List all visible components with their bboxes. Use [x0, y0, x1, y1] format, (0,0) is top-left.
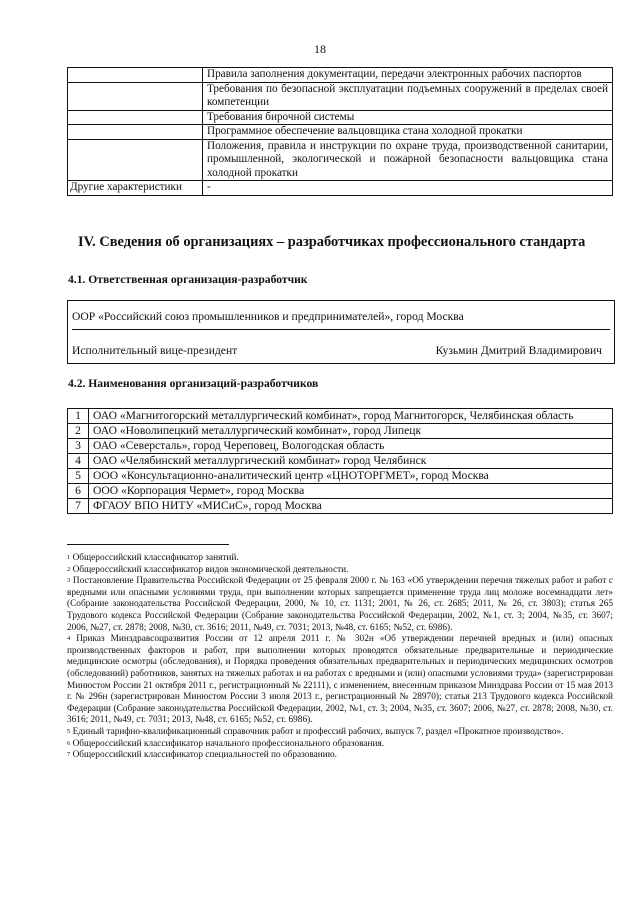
table-row	[68, 424, 613, 439]
row-number: 5	[68, 469, 89, 484]
row-label	[68, 110, 203, 125]
footnote	[67, 565, 613, 577]
row-text: Требования бирочной системы	[203, 110, 613, 125]
row-label	[68, 82, 203, 110]
page-number: 18	[314, 42, 326, 56]
row-text: Требования по безопасной эксплуатации подъемных сооружений в пределах своей компетенции	[203, 82, 613, 110]
table-row	[68, 110, 613, 125]
table-row	[68, 499, 613, 514]
footnote-text: Общероссийский классификатор начального профессионального образования.	[72, 738, 385, 749]
subsection-title-developers: 4.2. Наименования организаций-разработчиков	[68, 377, 319, 390]
table-row	[68, 82, 613, 110]
row-label	[68, 125, 203, 140]
footnote	[67, 739, 613, 751]
developers-table	[67, 408, 613, 514]
footnote-mark: 1	[67, 554, 71, 561]
table-row	[68, 484, 613, 499]
footnote-text: Общероссийский классификатор видов экономической деятельности.	[72, 564, 349, 575]
footnote-mark: 7	[67, 751, 71, 759]
footnotes	[67, 553, 613, 762]
footnote-mark: 5	[67, 727, 71, 735]
row-label	[68, 68, 203, 83]
row-label	[68, 139, 203, 181]
table-row	[68, 125, 613, 140]
footnote-separator	[67, 544, 229, 545]
table-row	[68, 409, 613, 424]
org-name: ОАО «Челябинский металлургический комбинат» город Челябинск	[89, 454, 613, 469]
org-name: ООО «Консультационно-аналитический центр «ЦНОТОРГМЕТ», город Москва	[89, 469, 613, 484]
subsection-title-responsible: 4.1. Ответственная организация-разработчик	[68, 273, 308, 286]
row-text: Положения, правила и инструкции по охране труда, производственной санитарии, промышленной, экологической и пожарной безопасности вальцовщика стана холодной прокатки	[203, 139, 613, 181]
characteristics-table	[67, 67, 613, 196]
responsible-position: Исполнительный вице-президент	[72, 344, 238, 357]
footnote-mark: 6	[67, 739, 71, 747]
footnote-text: Единый тарифно-квалификационный справочник работ и профессий рабочих, выпуск 7, раздел «Прокатное производство».	[72, 726, 564, 737]
org-name: ФГАОУ ВПО НИТУ «МИСиС», город Москва	[89, 499, 613, 514]
footnote-mark: 4	[67, 635, 71, 643]
footnote-text: Постановление Правительства Российской Федерации от 25 февраля 2000 г. № 163 «Об утверждении перечня тяжелых работ и работ с вредными или опасными условиями труда, при выполнении которых запрещается применение труда лиц моложе восемнадцати лет» (Собрание законодательства Российской Федерации, 2000, № 10, ст. 1131; 2001, № 26, ст. 2685; 2011, № 26, ст. 3803); статья 265 Трудового кодекса Российской Федерации (Собрание законодательства Российской Федерации, 2002, №1, ст. 3; 2004, №35, ст. 3607; 2006, №27, ст. 2878; 2008, №30, ст. 3616; 2011, №49, ст. 7031; 2013, №48, ст. 6165; №52, ст. 6986).	[67, 576, 613, 633]
org-name: ОАО «Северсталь», город Череповец, Вологодская область	[89, 439, 613, 454]
row-number: 3	[68, 439, 89, 454]
footnote	[67, 750, 613, 762]
responsible-person: Кузьмин Дмитрий Владимирович	[435, 344, 602, 357]
responsible-org-name: ООР «Российский союз промышленников и предпринимателей», город Москва	[72, 310, 610, 330]
responsible-org-box	[67, 300, 615, 364]
footnote-mark: 3	[67, 577, 71, 585]
footnote-text: Приказ Минздравсоцразвития России от 12 апреля 2011 г. № 302н «Об утверждении перечней вредных и (или) опасных производственных факторов и работ, при выполнении которых проводятся обязательные предварительные и периодические медицинские осмотры (обследования), и Порядка проведения обязательных предварительных и периодических медицинских осмотров (обследований) работников, занятых на тяжелых работах и на работах с вредными и (или) опасными условиями труда» (зарегистрирован Минюстом России 21 октября 2011 г., регистрационный № 22111), с изменением, внесенным приказом Минздрава России от 15 мая 2013 г. № 296н (зарегистрирован Минюстом России 3 июля 2013 г., регистрационный № 28970); статья 213 Трудового кодекса Российской Федерации (Собрание законодательства Российской Федерации, 2002, №1, ст. 3; 2004, №35, ст. 3607; 2006, №27, ст. 2878; 2008, №30, ст. 3616; 2011, №49, ст. 7031; 2013, №48, ст. 6165; №52, ст. 6986).	[67, 634, 613, 726]
footnote	[67, 727, 613, 739]
footnote	[67, 634, 613, 727]
footnote	[67, 576, 613, 634]
table-row	[68, 454, 613, 469]
org-name: ОАО «Магнитогорский металлургический комбинат», город Магнитогорск, Челябинская область	[89, 409, 613, 424]
row-number: 1	[68, 409, 89, 424]
footnote-mark: 2	[67, 565, 71, 573]
row-text: -	[203, 181, 613, 196]
footnote-text: Общероссийский классификатор занятий.	[72, 553, 239, 563]
table-row	[68, 181, 613, 196]
row-label: Другие характеристики	[68, 181, 203, 196]
row-text: Правила заполнения документации, передачи электронных рабочих паспортов	[203, 68, 613, 83]
table-row	[68, 439, 613, 454]
table-row	[68, 469, 613, 484]
row-number: 6	[68, 484, 89, 499]
footnote-text: Общероссийский классификатор специальностей по образованию.	[72, 750, 338, 761]
org-name: ОАО «Новолипецкий металлургический комбинат», город Липецк	[89, 424, 613, 439]
row-text: Программное обеспечение вальцовщика стана холодной прокатки	[203, 125, 613, 140]
table-row	[68, 139, 613, 181]
org-name: ООО «Корпорация Чермет», город Москва	[89, 484, 613, 499]
row-number: 4	[68, 454, 89, 469]
footnote	[67, 553, 613, 565]
row-number: 7	[68, 499, 89, 514]
table-row	[68, 68, 613, 83]
section-title: IV. Сведения об организациях – разработчиках профессионального стандарта	[78, 234, 586, 250]
row-number: 2	[68, 424, 89, 439]
